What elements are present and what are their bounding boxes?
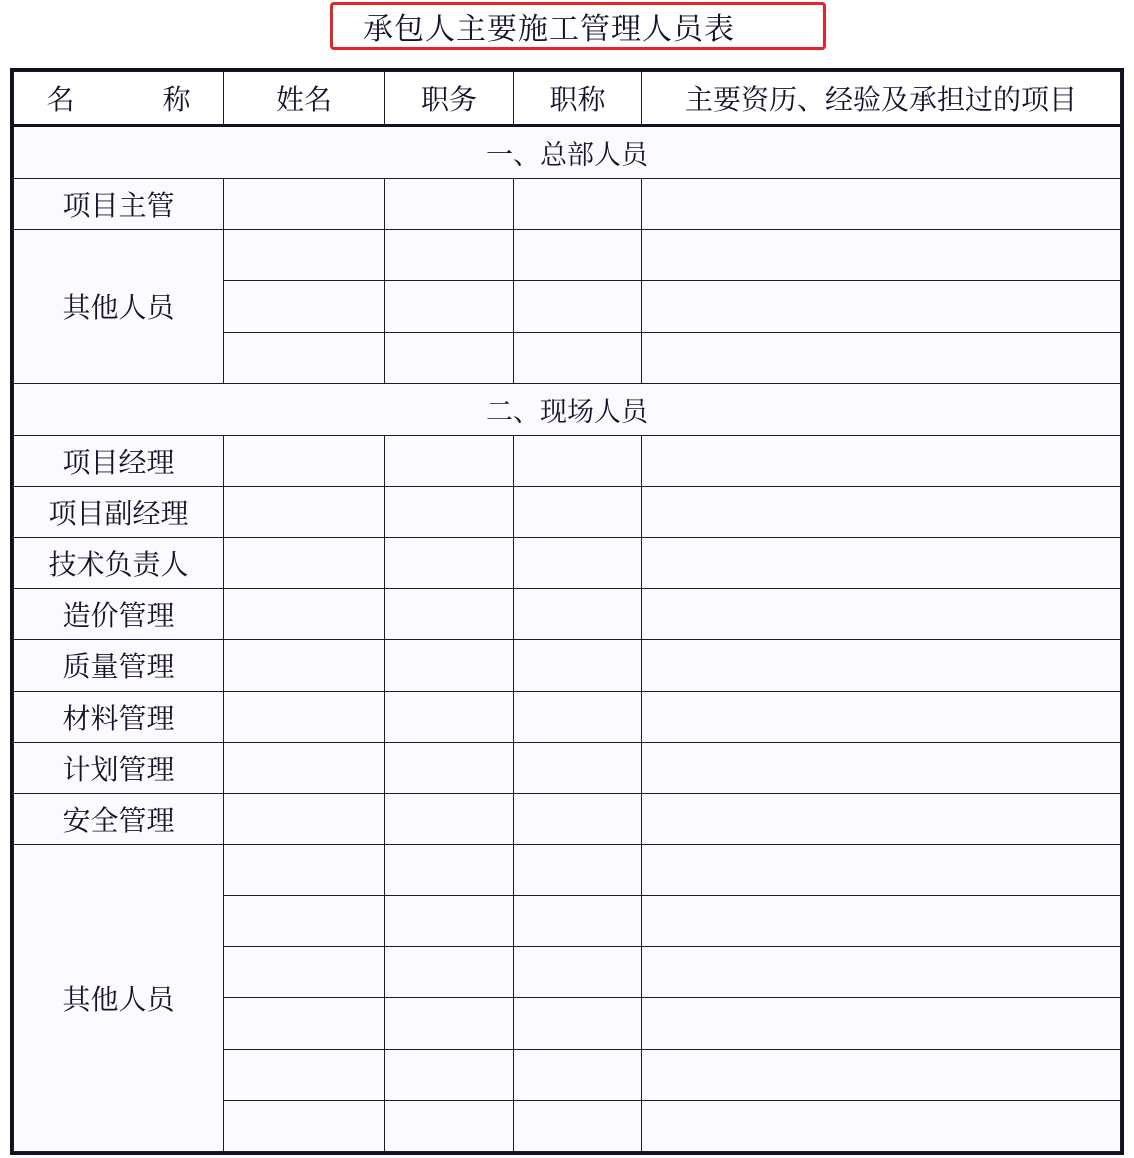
person-name-cell[interactable] bbox=[224, 332, 385, 383]
person-name-cell[interactable] bbox=[224, 179, 385, 230]
header-name-part1: 名 bbox=[46, 83, 75, 116]
person-name-cell[interactable] bbox=[224, 640, 385, 691]
experience-cell[interactable] bbox=[642, 281, 1121, 332]
table-row bbox=[14, 742, 1121, 793]
person-name-cell[interactable] bbox=[224, 230, 385, 281]
table-row bbox=[14, 793, 1121, 844]
person-name-cell[interactable] bbox=[224, 538, 385, 589]
experience-cell[interactable] bbox=[642, 1049, 1121, 1100]
person-name-cell[interactable] bbox=[224, 435, 385, 486]
job-title-cell[interactable] bbox=[514, 538, 642, 589]
section-row bbox=[14, 383, 1121, 435]
position-cell[interactable] bbox=[385, 844, 514, 895]
experience-cell[interactable] bbox=[642, 589, 1121, 640]
header-name-part2: 称 bbox=[162, 83, 191, 116]
experience-cell[interactable] bbox=[642, 435, 1121, 486]
position-cell[interactable] bbox=[385, 538, 514, 589]
person-name-cell[interactable] bbox=[224, 1100, 385, 1151]
experience-cell[interactable] bbox=[642, 538, 1121, 589]
person-name-cell[interactable] bbox=[224, 486, 385, 537]
table-row bbox=[14, 230, 1121, 281]
person-name-cell[interactable] bbox=[224, 742, 385, 793]
job-title-cell[interactable] bbox=[514, 179, 642, 230]
person-name-cell[interactable] bbox=[224, 947, 385, 998]
section-label: 二、现场人员 bbox=[14, 383, 1121, 435]
position-cell[interactable] bbox=[385, 640, 514, 691]
position-cell[interactable] bbox=[385, 793, 514, 844]
header-person-name: 姓名 bbox=[224, 72, 385, 126]
person-name-cell[interactable] bbox=[224, 589, 385, 640]
experience-cell[interactable] bbox=[642, 896, 1121, 947]
job-title-cell[interactable] bbox=[514, 281, 642, 332]
person-name-cell[interactable] bbox=[224, 1049, 385, 1100]
personnel-table bbox=[10, 68, 1124, 1155]
position-cell[interactable] bbox=[385, 589, 514, 640]
job-title-cell[interactable] bbox=[514, 332, 642, 383]
header-job-title: 职称 bbox=[514, 72, 642, 126]
position-cell[interactable] bbox=[385, 230, 514, 281]
job-title-cell[interactable] bbox=[514, 589, 642, 640]
experience-cell[interactable] bbox=[642, 691, 1121, 742]
job-title-cell[interactable] bbox=[514, 1100, 642, 1151]
job-title-cell[interactable] bbox=[514, 691, 642, 742]
person-name-cell[interactable] bbox=[224, 998, 385, 1049]
position-cell[interactable] bbox=[385, 486, 514, 537]
page-title bbox=[330, 2, 826, 50]
job-title-cell[interactable] bbox=[514, 998, 642, 1049]
experience-cell[interactable] bbox=[642, 640, 1121, 691]
person-name-cell[interactable] bbox=[224, 896, 385, 947]
position-cell[interactable] bbox=[385, 998, 514, 1049]
experience-cell[interactable] bbox=[642, 230, 1121, 281]
person-name-cell[interactable] bbox=[224, 691, 385, 742]
position-cell[interactable] bbox=[385, 742, 514, 793]
role-name-cell: 项目经理 bbox=[14, 435, 224, 486]
experience-cell[interactable] bbox=[642, 998, 1121, 1049]
table-row bbox=[14, 435, 1121, 486]
role-name-cell: 安全管理 bbox=[14, 793, 224, 844]
section-row bbox=[14, 126, 1121, 179]
role-name-cell: 材料管理 bbox=[14, 691, 224, 742]
role-name-cell: 其他人员 bbox=[14, 844, 224, 1151]
job-title-cell[interactable] bbox=[514, 844, 642, 895]
job-title-cell[interactable] bbox=[514, 742, 642, 793]
table-row bbox=[14, 691, 1121, 742]
position-cell[interactable] bbox=[385, 332, 514, 383]
position-cell[interactable] bbox=[385, 435, 514, 486]
table-row bbox=[14, 589, 1121, 640]
experience-cell[interactable] bbox=[642, 332, 1121, 383]
job-title-cell[interactable] bbox=[514, 1049, 642, 1100]
position-cell[interactable] bbox=[385, 281, 514, 332]
job-title-cell[interactable] bbox=[514, 640, 642, 691]
job-title-cell[interactable] bbox=[514, 896, 642, 947]
table-row bbox=[14, 640, 1121, 691]
experience-cell[interactable] bbox=[642, 844, 1121, 895]
role-name-cell: 造价管理 bbox=[14, 589, 224, 640]
job-title-cell[interactable] bbox=[514, 947, 642, 998]
experience-cell[interactable] bbox=[642, 947, 1121, 998]
role-name-cell: 质量管理 bbox=[14, 640, 224, 691]
job-title-cell[interactable] bbox=[514, 793, 642, 844]
role-name-cell: 技术负责人 bbox=[14, 538, 224, 589]
table-row bbox=[14, 844, 1121, 895]
experience-cell[interactable] bbox=[642, 1100, 1121, 1151]
position-cell[interactable] bbox=[385, 947, 514, 998]
role-name-cell: 项目主管 bbox=[14, 179, 224, 230]
header-name bbox=[14, 72, 224, 126]
person-name-cell[interactable] bbox=[224, 281, 385, 332]
job-title-cell[interactable] bbox=[514, 435, 642, 486]
role-name-cell: 其他人员 bbox=[14, 230, 224, 383]
person-name-cell[interactable] bbox=[224, 844, 385, 895]
position-cell[interactable] bbox=[385, 179, 514, 230]
section-label: 一、总部人员 bbox=[14, 126, 1121, 179]
job-title-cell[interactable] bbox=[514, 486, 642, 537]
page-title-text: 承包人主要施工管理人员表 bbox=[363, 12, 735, 47]
person-name-cell[interactable] bbox=[224, 793, 385, 844]
experience-cell[interactable] bbox=[642, 486, 1121, 537]
header-row bbox=[14, 72, 1121, 126]
experience-cell[interactable] bbox=[642, 179, 1121, 230]
job-title-cell[interactable] bbox=[514, 230, 642, 281]
position-cell[interactable] bbox=[385, 1100, 514, 1151]
experience-cell[interactable] bbox=[642, 742, 1121, 793]
header-experience: 主要资历、经验及承担过的项目 bbox=[642, 72, 1121, 126]
table-row bbox=[14, 486, 1121, 537]
role-name-cell: 计划管理 bbox=[14, 742, 224, 793]
position-cell[interactable] bbox=[385, 896, 514, 947]
position-cell[interactable] bbox=[385, 691, 514, 742]
role-name-cell: 项目副经理 bbox=[14, 486, 224, 537]
experience-cell[interactable] bbox=[642, 793, 1121, 844]
table-row bbox=[14, 179, 1121, 230]
position-cell[interactable] bbox=[385, 1049, 514, 1100]
header-position: 职务 bbox=[385, 72, 514, 126]
table-row bbox=[14, 538, 1121, 589]
